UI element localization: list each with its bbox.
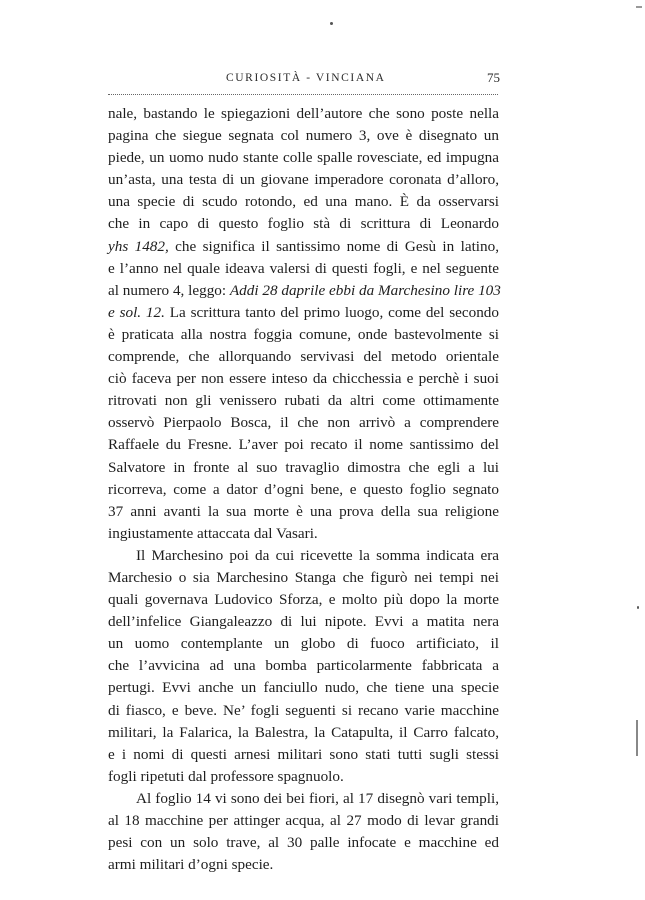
text-run: Il Marchesino poi da cui ricevette la somma indicata era [136,546,499,564]
text-run: Salvatore in fronte al suo travaglio dimostra che egli a lui [108,458,499,476]
text-line [108,368,499,390]
text-line [108,655,499,677]
text-run: al 18 macchine per attinger acqua, al 27 modo di levar grandi [108,812,499,829]
header-rule [108,94,498,95]
italic-run: e sol. 12. [108,303,165,321]
paragraph [108,788,499,876]
text-run: Raffaele du Fresne. L’aver poi recato il nome santissimo del [108,436,499,454]
text-run: è praticata alla nostra foggia comune, onde bastevolmente si [108,325,499,343]
text-line [108,854,499,876]
text-run: armi militari d’ogni specie. [108,856,274,874]
text-line [108,788,499,810]
text-line [108,457,499,479]
text-run: di fiasco, e beve. Ne’ fogli seguenti si recano varie macchine [108,701,499,719]
text-line [108,810,499,832]
text-line [108,633,499,655]
text-line [108,236,499,258]
text-line [108,412,499,434]
page-number: 75 [487,70,500,85]
text-line [108,523,499,545]
text-line [108,213,499,235]
text-run: che significa il santissimo nome di Gesù in latino, [168,237,499,255]
paragraph [108,103,499,545]
text-line [108,479,499,501]
text-line [108,169,499,191]
text-run: comprende, che allorquando servivasi del metodo orientale [108,348,499,366]
text-line [108,324,499,346]
text-run: ritrovati non gli venissero rubati da altri come ottimamente [108,392,499,410]
text-run: che l’avvicina ad una bomba particolarmente fabbricata a [108,657,499,675]
text-line [108,103,499,125]
paragraph [108,545,499,788]
text-run: pagina che siegue segnata col numero 3, ove è disegnato un [108,127,499,145]
body-text [108,103,499,876]
text-run: ciò faceva per non essere inteso da chicchessia e perchè i suoi [108,370,499,388]
scan-speck [636,6,642,8]
margin-mark [636,720,638,756]
text-run: al numero 4, leggo: [108,281,230,299]
text-run: e l’anno nel quale ideava valersi di questi fogli, e nel seguente [108,259,499,277]
italic-run: yhs 1482, [108,237,169,255]
text-run: pertugi. Evvi anche un fanciullo nudo, che tiene una specie [108,679,499,697]
text-run: che in capo di questo foglio stà di scrittura di Leonardo [108,215,499,233]
text-line [108,501,499,523]
text-line [108,434,499,456]
text-run: una specie di scudo rotondo, ed una mano. È da osservarsi [108,193,499,211]
text-line [108,700,499,722]
text-line [108,545,499,567]
text-run: fogli ripetuti dal professore spagnuolo. [108,767,344,785]
text-run: Marchesio o sia Marchesino Stanga che figurò nei tempi nei [108,568,499,586]
text-line [108,611,499,633]
text-run: piede, un uomo nudo stante colle spalle rovesciate, ed impugna [108,149,499,167]
text-run: dell’infelice Giangaleazzo di lui nipote. Evvi a matita nera [108,613,499,631]
running-title: CURIOSITÀ - VINCIANA [226,72,386,84]
text-run: e i nomi di questi arnesi militari sono stati tutti sugli stessi [108,745,499,763]
text-line [108,744,499,766]
scan-speck [330,22,333,25]
text-line [108,832,499,854]
italic-run: Addi 28 daprile ebbi da Marchesino lire 103 [229,281,501,299]
text-line [108,147,499,169]
text-line [108,302,499,324]
text-line [108,280,499,302]
text-line [108,567,499,589]
text-run: un’asta, una testa di un giovane imperadore coronata d’alloro, [108,171,499,189]
text-line [108,390,499,412]
text-line [108,258,499,280]
text-line [108,722,499,744]
running-head [108,70,500,90]
text-run: La scrittura tanto del primo luogo, come del secondo [164,303,499,321]
text-line [108,125,499,147]
text-run: un uomo contemplante un globo di fuoco artificiato, il [108,635,499,653]
scan-speck [637,606,639,609]
text-run: 37 anni avanti la sua morte è una prova della sua religione [108,502,499,520]
text-run: quali governava Ludovico Sforza, e molto più dopo la morte [108,591,499,609]
text-run: militari, la Falarica, la Balestra, la Catapulta, il Carro falcato, [108,723,499,741]
text-line [108,191,499,213]
text-run: pesi con un solo trave, al 30 palle infocate e macchine ed [108,834,499,852]
text-run: ingiustamente attaccata dal Vasari. [108,524,318,542]
text-line [108,677,499,699]
text-run: nale, bastando le spiegazioni dell’autore che sono poste nella [108,105,499,122]
text-run: ricorreva, come a dator d’ogni bene, e questo foglio segnato [108,480,499,498]
text-line [108,766,499,788]
text-line [108,589,499,611]
text-line [108,346,499,368]
text-run: Al foglio 14 vi sono dei bei fiori, al 17 disegnò vari templi, [136,789,499,807]
text-run: osservò Pierpaolo Bosca, il che non arrivò a comprendere [108,414,499,432]
